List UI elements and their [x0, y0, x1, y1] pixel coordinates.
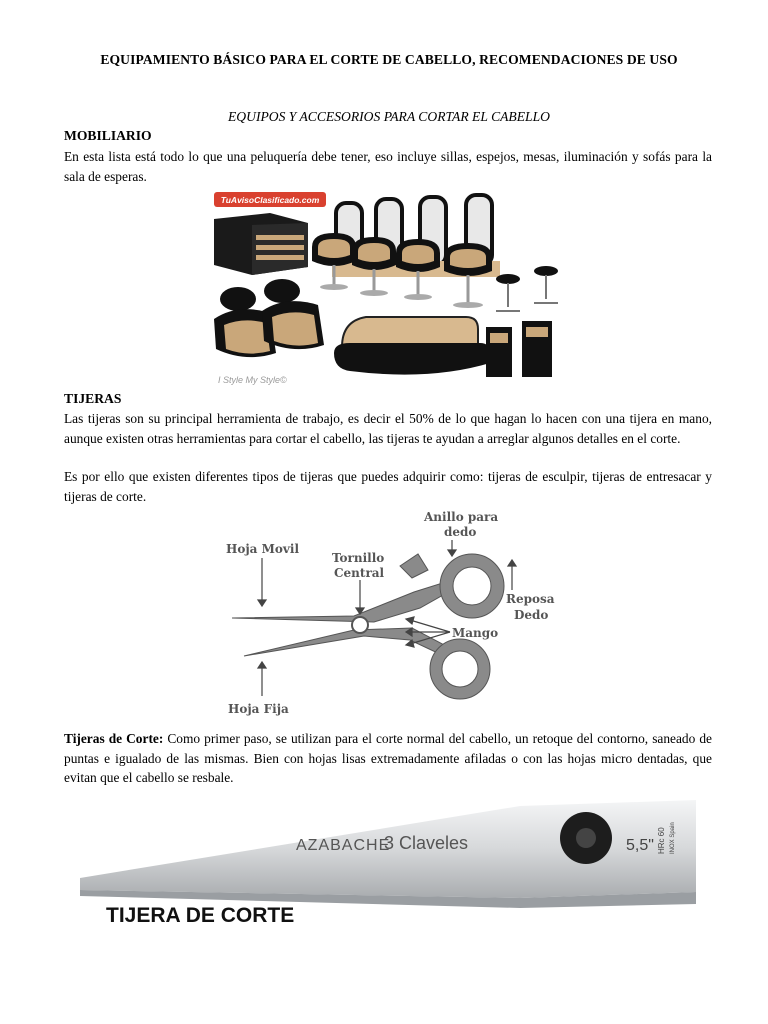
label-hoja-movil: Hoja Movil	[226, 542, 300, 556]
watermark-bottom-text: I Style My Style©	[218, 375, 287, 385]
engraving-size: 5,5"	[626, 837, 654, 854]
tijeras-corte-paragraph	[64, 729, 712, 788]
image-caption: TIJERA DE CORTE	[106, 904, 295, 927]
watermark-top-text: TuAvisoClasificado.com	[220, 195, 320, 205]
tijeras-corte-label: Tijeras de Corte:	[64, 731, 164, 746]
label-mango: Mango	[452, 626, 499, 640]
label-reposa-1: Reposa	[506, 592, 555, 606]
document-title: EQUIPAMIENTO BÁSICO PARA EL CORTE DE CABELLO, RECOMENDACIONES DE USO	[100, 52, 678, 67]
scissors-parts-diagram	[214, 506, 586, 720]
document-subtitle: EQUIPOS Y ACCESORIOS PARA CORTAR EL CABELLO	[228, 109, 550, 124]
label-reposa-2: Dedo	[514, 608, 549, 622]
engraving-model: 3 Claveles	[384, 833, 469, 853]
engraving-hardness: HRc 60	[657, 827, 666, 854]
heading-tijeras: TIJERAS	[64, 391, 122, 406]
engraving-brand: AZABACHE	[296, 837, 391, 854]
heading-mobiliario: MOBILIARIO	[64, 128, 152, 143]
mobiliario-paragraph: En esta lista está todo lo que una peluquería debe tener, eso incluye sillas, espejos, mesas, iluminación y sofás para la sala de esperas.	[64, 149, 712, 184]
label-hoja-fija: Hoja Fija	[228, 702, 289, 716]
tijeras-corte-text: Como primer paso, se utilizan para el corte normal del cabello, un retoque del contorno, saneado de puntas e igualado de las mismas. Bien con hojas lisas extremadamente afiladas o con las hojas micro dentadas, que evitan que el cabello se resbale.	[64, 731, 712, 785]
salon-furniture-image	[208, 187, 562, 387]
tijeras-paragraph-2: Es por ello que existen diferentes tipos de tijeras que puedes adquirir como: tijeras de esculpir, tijeras de entresacar y tijeras de corte.	[64, 469, 712, 504]
reception-desk	[214, 213, 308, 275]
cutting-scissors-image	[80, 800, 696, 930]
engraving-origin: INOX Spain	[670, 822, 676, 854]
label-tornillo-1: Tornillo	[332, 551, 385, 565]
waiting-sofa	[334, 317, 490, 375]
label-anillo-1: Anillo para	[424, 510, 499, 524]
label-tornillo-2: Central	[334, 566, 385, 580]
tijeras-paragraph-1: Las tijeras son su principal herramienta de trabajo, es decir el 50% de lo que hagan lo hacen con una tijera en mano, aunque existen otras herramientas para cortar el cabello, las tijeras te ayudan a arreglar algunos detalles en el corte.	[64, 411, 712, 446]
label-anillo-2: dedo	[444, 525, 477, 539]
